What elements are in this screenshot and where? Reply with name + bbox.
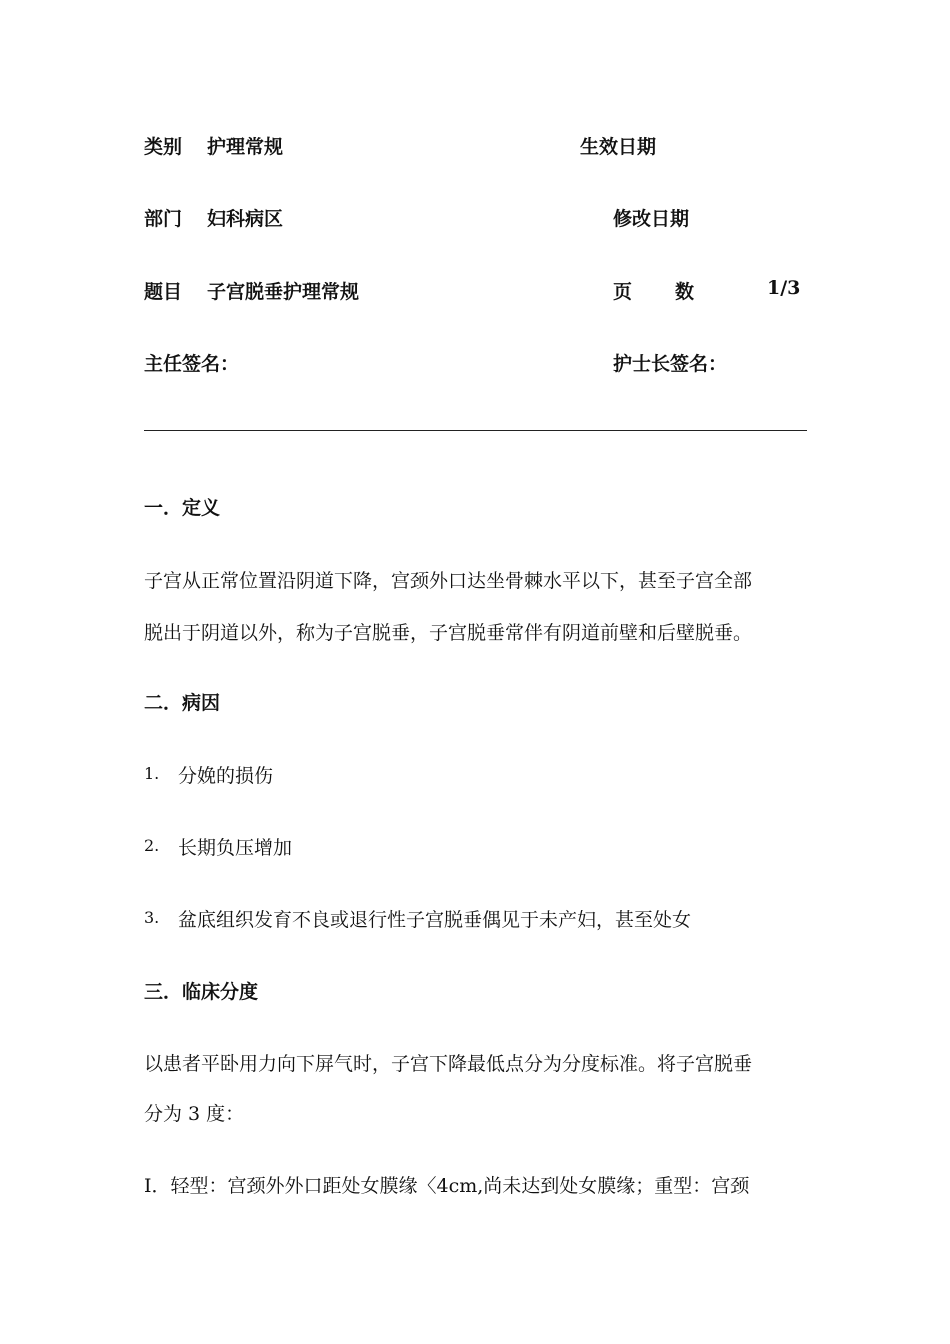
department-value: 妇科病区 [207,208,284,230]
list-item-number: 3. [144,908,160,927]
head-nurse-signature-label: 护士长签名： [613,353,728,375]
list-item-number: 1. [144,764,160,783]
category-label: 类别 [144,136,183,158]
definition-line-2: 脱出于阴道以外，称为子宫脱垂，子宫脱垂常伴有阴道前壁和后壁脱垂。 [144,622,753,644]
staging-heading: 三．临床分度 [144,981,259,1003]
department-label: 部门 [144,208,183,230]
page-value: 1/3 [767,277,801,299]
category-value: 护理常规 [207,136,284,158]
header-divider [144,430,807,431]
staging-line-2: 分为 3 度： [144,1103,245,1125]
staging-line-1: 以患者平卧用力向下屏气时，子宫下降最低点分为分度标准。将子宫脱垂 [144,1053,753,1075]
page-label-2: 数 [675,281,695,303]
director-signature-label: 主任签名： [144,353,240,375]
list-item: 长期负压增加 [178,837,293,859]
etiology-heading: 二．病因 [144,692,221,714]
definition-line-1: 子宫从正常位置沿阴道下降，宫颈外口达坐骨棘水平以下，甚至子宫全部 [144,570,753,592]
subject-value: 子宫脱垂护理常规 [207,281,360,303]
page-label-1: 页 [613,281,633,303]
list-item-number: 2. [144,836,160,855]
subject-label: 题目 [144,281,183,303]
list-item: 盆底组织发育不良或退行性子宫脱垂偶见于未产妇，甚至处女 [178,909,692,931]
definition-heading: 一．定义 [144,497,221,519]
staging-line-3: I．轻型：宫颈外外口距处女膜缘〈4cm,尚未达到处女膜缘；重型：宫颈 [144,1175,750,1197]
list-item: 分娩的损伤 [178,765,274,787]
effective-date-label: 生效日期 [580,136,657,158]
revision-date-label: 修改日期 [613,208,690,230]
